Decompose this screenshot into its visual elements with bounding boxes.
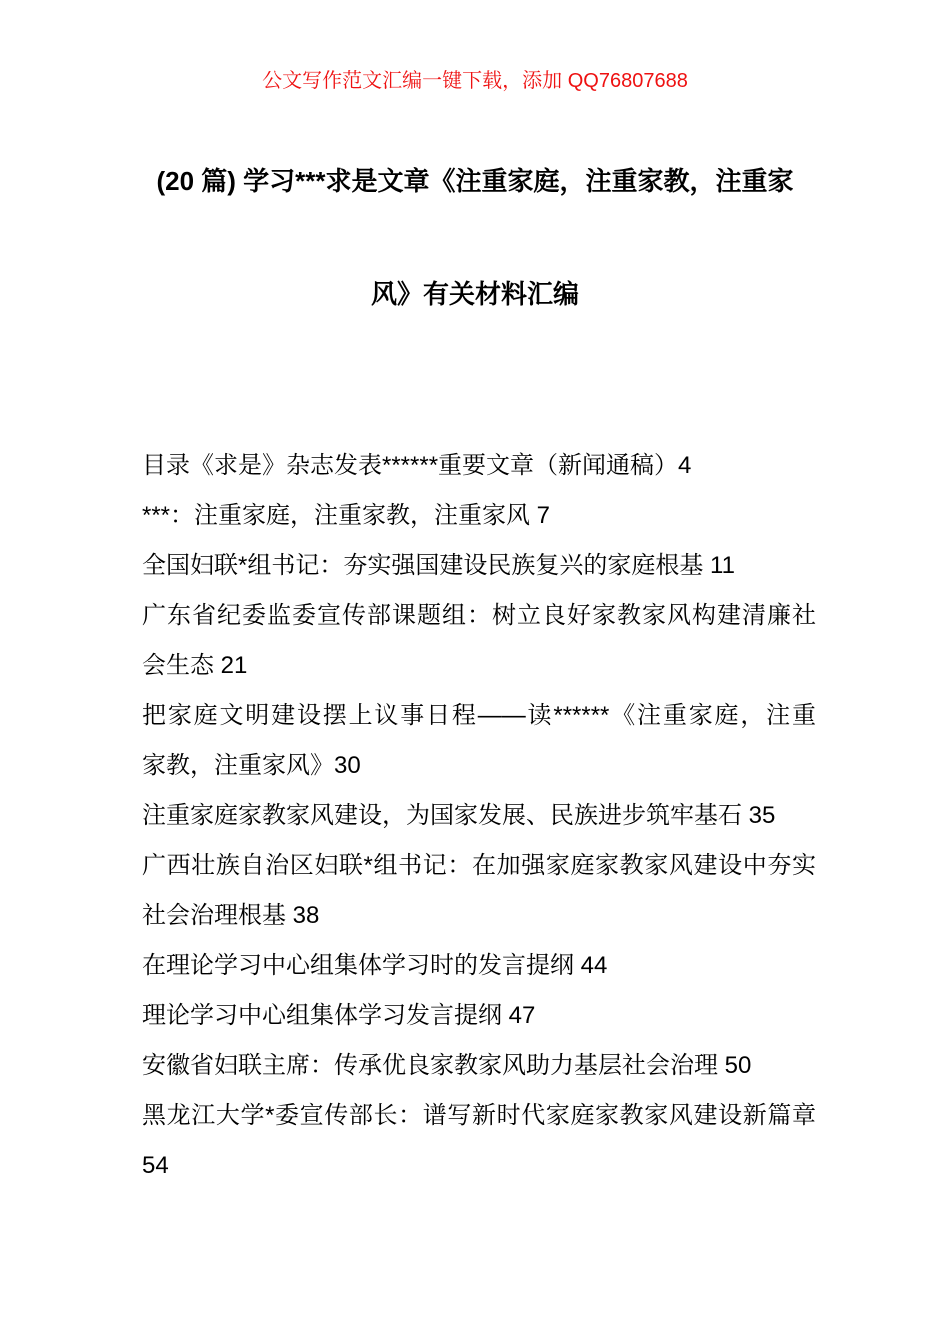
promo-banner: 公文写作范文汇编一键下载，添加 QQ76807688	[262, 70, 688, 92]
toc-line-8: 注重家庭家教家风建设，为国家发展、民族进步筑牢基石 35	[142, 802, 776, 829]
toc-line-3: 全国妇联*组书记：夯实强国建设民族复兴的家庭根基 11	[142, 552, 735, 579]
toc-line-14: 黑龙江大学*委宣传部长：谱写新时代家庭家教家风建设新篇章	[142, 1102, 816, 1129]
toc-line-6: 把家庭文明建设摆上议事日程——读******《注重家庭，注重	[142, 702, 816, 729]
table-of-contents	[142, 441, 816, 1191]
toc-line-4: 广东省纪委监委宣传部课题组：树立良好家教家风构建清廉社	[142, 602, 816, 629]
toc-line-12: 理论学习中心组集体学习发言提纲 47	[142, 1002, 536, 1029]
toc-line-10: 社会治理根基 38	[142, 902, 320, 929]
toc-line-13: 安徽省妇联主席：传承优良家教家风助力基层社会治理 50	[142, 1052, 752, 1079]
toc-line-9: 广西壮族自治区妇联*组书记：在加强家庭家教家风建设中夯实	[142, 852, 816, 879]
title-line-1: (20 篇) 学习***求是文章《注重家庭，注重家教，注重家	[156, 166, 794, 196]
toc-line-2: ***：注重家庭，注重家教，注重家风 7	[142, 502, 551, 529]
title-line-2: 风》有关材料汇编	[370, 279, 579, 309]
toc-line-15: 54	[142, 1152, 169, 1179]
document-title	[0, 125, 950, 351]
toc-line-11: 在理论学习中心组集体学习时的发言提纲 44	[142, 952, 608, 979]
toc-line-7: 家教，注重家风》30	[142, 752, 361, 779]
toc-line-1: 目录《求是》杂志发表******重要文章（新闻通稿）4	[142, 452, 692, 479]
toc-line-5: 会生态 21	[142, 652, 248, 679]
